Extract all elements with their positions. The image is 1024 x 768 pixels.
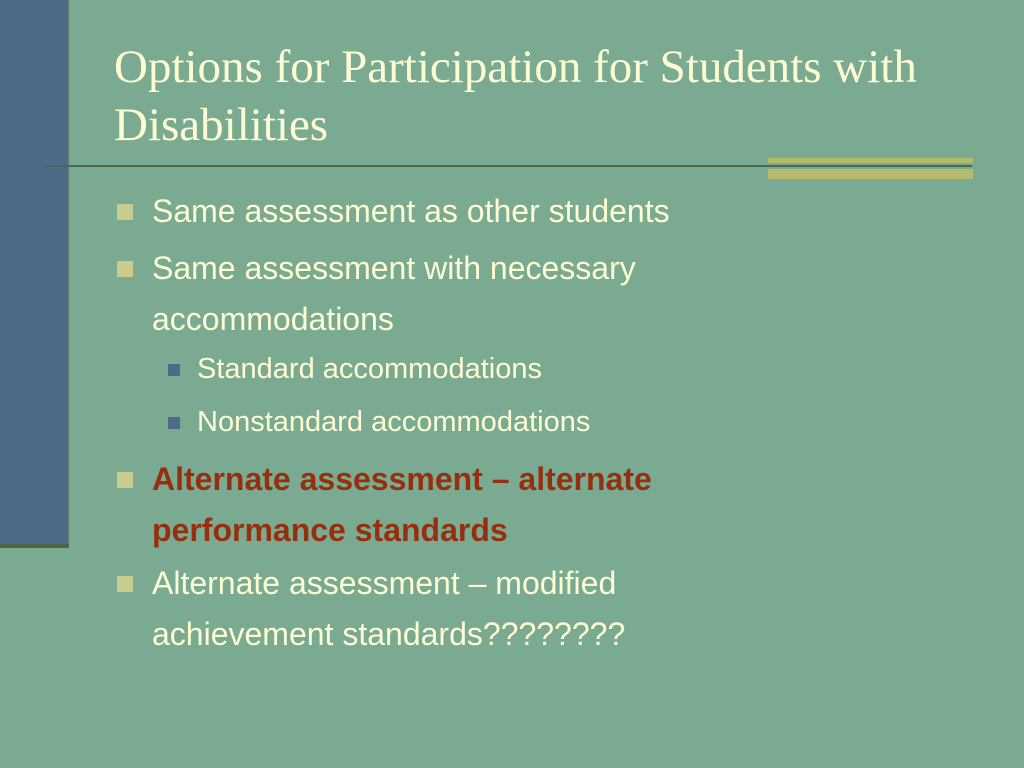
bullet-item: [152, 186, 852, 237]
square-bullet-icon: [168, 417, 180, 429]
square-bullet-icon: [117, 472, 133, 488]
square-bullet-icon: [168, 364, 180, 376]
square-bullet-icon: [117, 204, 133, 220]
sub-bullet-item: [197, 344, 897, 395]
sub-bullet-item: [197, 397, 897, 448]
bullet-item: [152, 243, 792, 345]
bullet-text: Alternate assessment – alternate performance standards: [152, 461, 652, 548]
bullet-text: Alternate assessment – modified achievement standards????????: [152, 565, 626, 652]
bullet-text: Standard accommodations: [197, 353, 542, 385]
square-bullet-icon: [117, 261, 133, 277]
bullet-item: [152, 558, 792, 660]
bullet-text: Same assessment with necessary accommodations: [152, 250, 636, 337]
slide-title: Options for Participation for Students with Disabilities: [114, 41, 917, 151]
bullet-item-emphasis: [152, 454, 812, 556]
bullet-text: Nonstandard accommodations: [197, 406, 591, 438]
square-bullet-icon: [117, 576, 133, 592]
bullet-text: Same assessment as other students: [152, 193, 670, 229]
